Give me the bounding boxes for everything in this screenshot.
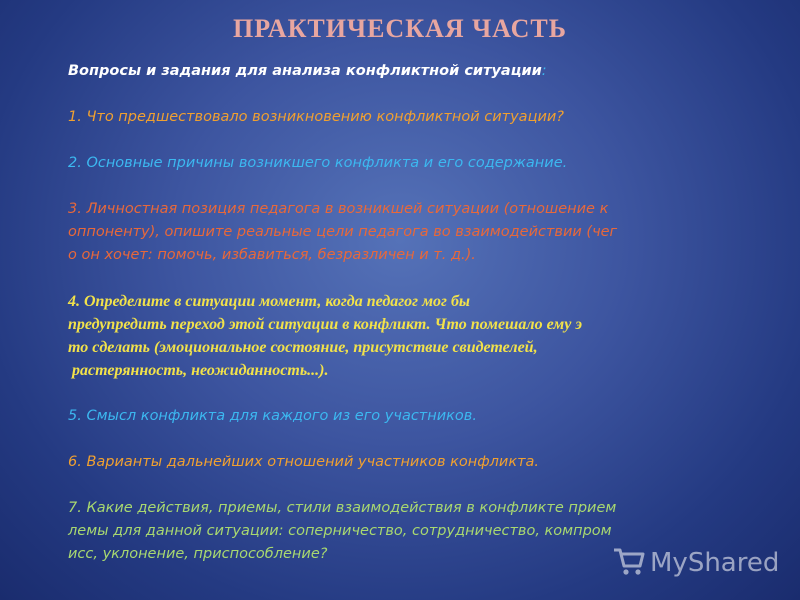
question-7-line: исс, уклонение, приспособление? — [68, 546, 328, 562]
question-4-line: то сделать (эмоциональное состояние, присутствие свидетелей, — [68, 339, 538, 356]
question-3 — [68, 198, 768, 267]
question-2: 2. Основные причины возникшего конфликта и его содержание. — [68, 155, 568, 171]
question-3-line: оппоненту), опишите реальные цели педагога во взаимодействии (чег — [68, 224, 618, 240]
question-4-line: растерянность, неожиданность...). — [68, 362, 329, 379]
question-7-line: 7. Какие действия, приемы, стили взаимодействия в конфликте прием — [68, 500, 617, 516]
slide-title: ПРАКТИЧЕСКАЯ ЧАСТЬ — [233, 14, 567, 43]
watermark — [612, 544, 779, 582]
slide-content — [68, 60, 768, 566]
question-4-line: предупредить переход этой ситуации в конфликт. Что помешало ему э — [68, 316, 582, 333]
questions-heading: Вопросы и задания для анализа конфликтной ситуации: — [68, 63, 547, 79]
question-4 — [68, 290, 768, 382]
question-3-line: 3. Личностная позиция педагога в возникшей ситуации (отношение к — [68, 201, 609, 217]
question-7-line: лемы для данной ситуации: соперничество, сотрудничество, компром — [68, 523, 612, 539]
question-5: 5. Смысл конфликта для каждого из его участников. — [68, 408, 477, 424]
shopping-cart-icon — [612, 544, 646, 582]
watermark-text: MyShared — [650, 548, 780, 578]
question-4-line: 4. Определите в ситуации момент, когда педагог мог бы — [68, 293, 471, 310]
question-6: 6. Варианты дальнейших отношений участников конфликта. — [68, 454, 540, 470]
question-1: 1. Что предшествовало возникновению конфликтной ситуации? — [68, 109, 564, 125]
question-3-line: о он хочет: помочь, избавиться, безразличен и т. д.). — [68, 247, 476, 263]
